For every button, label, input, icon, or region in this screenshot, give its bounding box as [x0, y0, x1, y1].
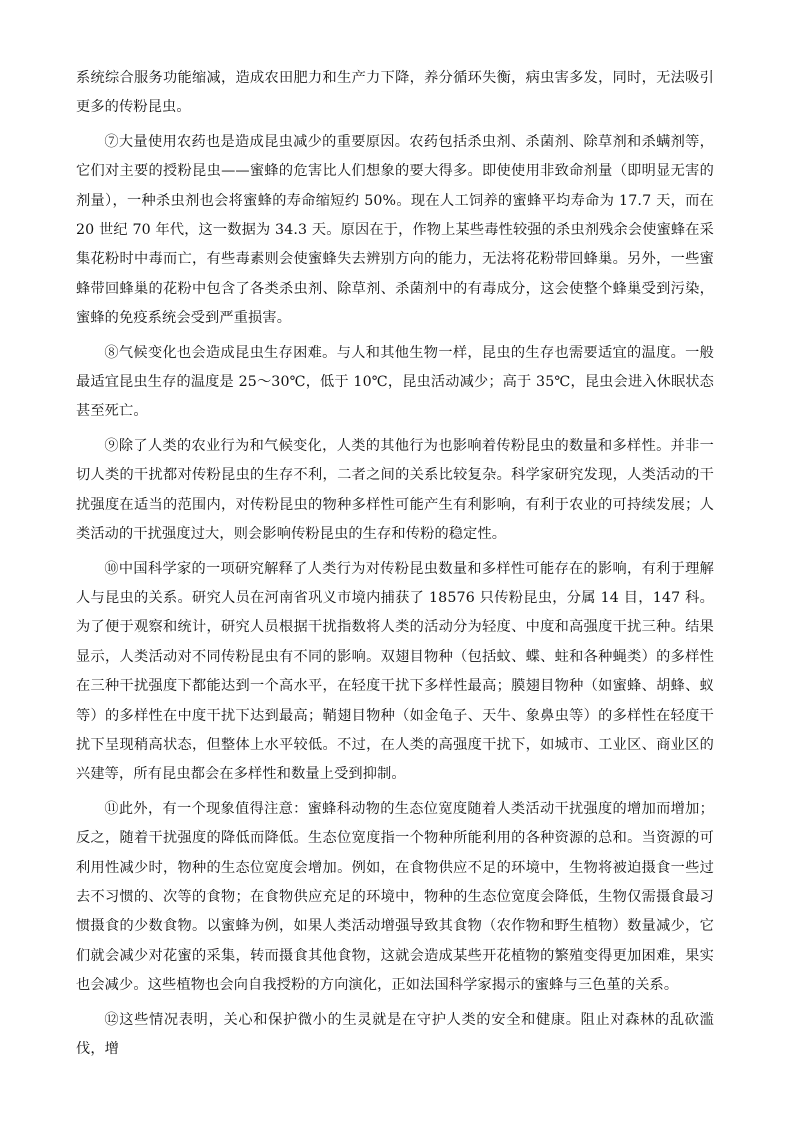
paragraph-8: ⑧气候变化也会造成昆虫生存困难。与人和其他生物一样，昆虫的生存也需要适宜的温度。一般最适宜昆虫生存的温度是 25～30℃，低于 10℃，昆虫活动减少；高于 35℃，昆虫会进入休眠状态甚至死亡。 — [76, 344, 714, 420]
paragraph-11: ⑪此外，有一个现象值得注意：蜜蜂科动物的生态位宽度随着人类活动干扰强度的增加而增加；反之，随着干扰强度的降低而降低。生态位宽度指一个物种所能利用的各种资源的总和。当资源的可利用性减少时，物种的生态位宽度会增加。例如，在食物供应不足的环境中，生物将被迫摄食一些过去不习惯的、次等的食物；在食物供应充足的环境中，物种的生态位宽度会降低，生物仅需摄食最习惯摄食的少数食物。以蜜蜂为例，如果人类活动增强导致其食物（农作物和野生植物）数量减少，它们就会减少对花蜜的采集，转而摄食其他食物，这就会造成某些开花植物的繁殖变得更加困难，果实也会减少。这些植物也会向自我授粉的方向演化，正如法国科学家揭示的蜜蜂与三色堇的关系。 — [76, 800, 714, 994]
paragraph-9: ⑨除了人类的农业行为和气候变化，人类的其他行为也影响着传粉昆虫的数量和多样性。并非一切人类的干扰都对传粉昆虫的生存不利，二者之间的关系比较复杂。科学家研究发现，人类活动的干扰强度在适当的范围内，对传粉昆虫的物种多样性可能产生有利影响，有利于农业的可持续发展；人类活动的干扰强度过大，则会影响传粉昆虫的生存和传粉的稳定性。 — [76, 437, 714, 543]
paragraph-10: ⑩中国科学家的一项研究解释了人类行为对传粉昆虫数量和多样性可能存在的影响，有利于理解人与昆虫的关系。研究人员在河南省巩义市境内捕获了 18576 只传粉昆虫，分属 14 目，147 科。为了便于观察和统计，研究人员根据干扰指数将人类的活动分为轻度、中度和高强度干扰三种。结果显示，人类活动对不同传粉昆虫有不同的影响。双翅目物种（包括蚊、蝶、蛀和各种蝇类）的多样性在三种干扰强度下都能达到一个高水平，在轻度干扰下多样性最高；膜翅目物种（如蜜蜂、胡蜂、蚁等）的多样性在中度干扰下达到最高；鞘翅目物种（如金龟子、天牛、象鼻虫等）的多样性在轻度干扰下呈现稍高状态，但整体上水平较低。不过，在人类的高强度干扰下，如城市、工业区、商业区的兴建等，所有昆虫都会在多样性和数量上受到抑制。 — [76, 560, 714, 783]
paragraph-12: ⑫这些情况表明，关心和保护微小的生灵就是在守护人类的安全和健康。阻止对森林的乱砍滥伐，增 — [76, 1011, 714, 1057]
paragraph-continued: 系统综合服务功能缩减，造成农田肥力和生产力下降，养分循环失衡，病虫害多发，同时，无法吸引更多的传粉昆虫。 — [76, 70, 714, 116]
paragraph-7: ⑦大量使用农药也是造成昆虫减少的重要原因。农药包括杀虫剂、杀菌剂、除草剂和杀螨剂等，它们对主要的授粉昆虫——蜜蜂的危害比人们想象的要大得多。即使使用非致命剂量（即明显无害的剂量），一种杀虫剂也会将蜜蜂的寿命缩短约 50%。现在人工饲养的蜜蜂平均寿命为 17.7 天，而在 20 世纪 70 年代，这一数据为 34.3 天。原因在于，作物上某些毒性较强的杀虫剂残余会使蜜蜂在采集花粉时中毒而亡，有些毒素则会使蜜蜂失去辨别方向的能力，无法将花粉带回蜂巢。另外，一些蜜蜂带回蜂巢的花粉中包含了各类杀虫剂、除草剂、杀菌剂中的有毒成分，这会使整个蜂巢受到污染，蜜蜂的免疫系统会受到严重损害。 — [76, 133, 714, 327]
